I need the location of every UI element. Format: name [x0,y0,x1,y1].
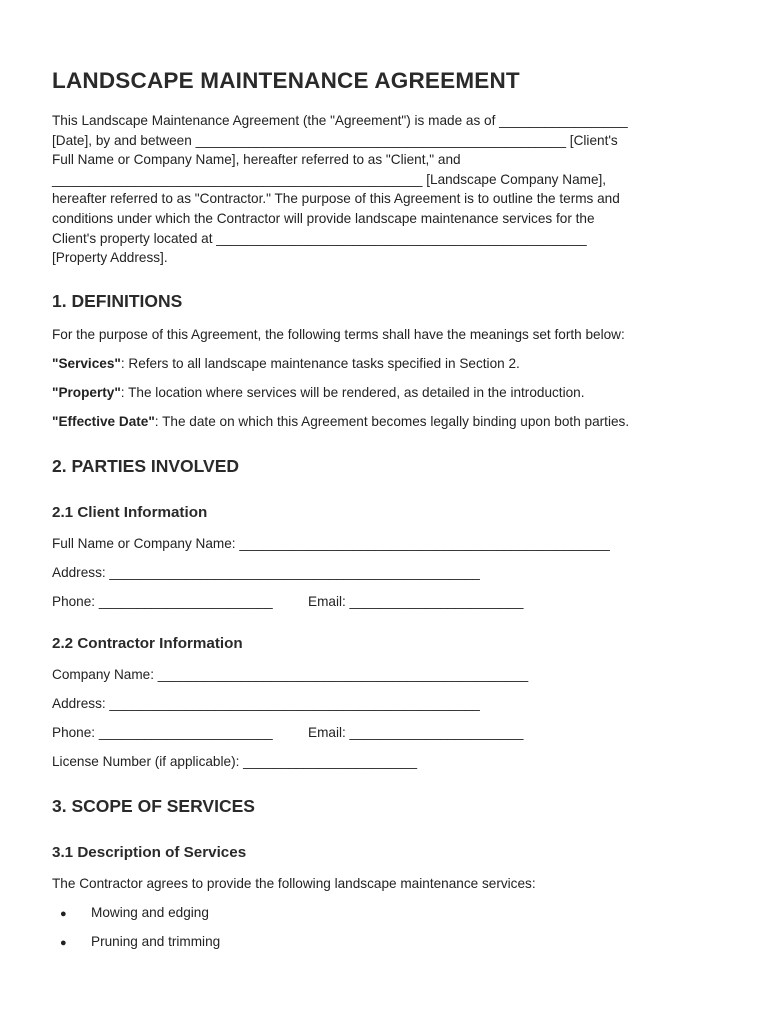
bullet-icon: ● [60,908,67,920]
contractor-info-heading: 2.2 Contractor Information [52,635,243,652]
definition-text: : The location where services will be rendered, as detailed in the introduction. [120,385,585,400]
bullet-icon: ● [60,937,67,949]
definition-term: "Services" [52,356,121,371]
intro-line: [Property Address]. [52,250,168,266]
client-info-heading: 2.1 Client Information [52,504,208,521]
document-title: LANDSCAPE MAINTENANCE AGREEMENT [52,68,520,93]
definitions-lead: For the purpose of this Agreement, the following terms shall have the meanings set forth below: [52,327,625,342]
client-name-field: Full Name or Company Name: _________________________________________________ [52,536,610,551]
scope-description-heading: 3.1 Description of Services [52,844,247,861]
scope-heading: 3. SCOPE OF SERVICES [52,796,255,816]
definition-term: "Property" [52,385,121,400]
definition-text: : Refers to all landscape maintenance tasks specified in Section 2. [120,356,520,371]
definition-text: : The date on which this Agreement becomes legally binding upon both parties. [154,414,630,429]
contractor-license-field: License Number (if applicable): _______________________ [52,754,418,769]
definition-term: "Effective Date" [52,414,155,429]
intro-line: Client's property located at _________________________________________________ [52,230,587,246]
intro-line: This Landscape Maintenance Agreement (the "Agreement") is made as of _________________ [52,113,628,128]
contractor-name-field: Company Name: _________________________________________________ [52,667,529,682]
intro-paragraph [52,111,712,268]
definition-services [52,356,520,371]
contractor-phone-field: Phone: _______________________ [52,725,273,740]
intro-line: _________________________________________________ [Landscape Company Name], [52,171,607,187]
client-email-field: Email: _______________________ [308,594,524,609]
definitions-heading: 1. DEFINITIONS [52,291,183,311]
scope-lead: The Contractor agrees to provide the following landscape maintenance services: [52,876,536,891]
contractor-email-field: Email: _______________________ [308,725,524,740]
intro-line: conditions under which the Contractor will provide landscape maintenance services for the [52,210,595,226]
contractor-address-field: Address: _________________________________________________ [52,696,480,711]
client-phone-field: Phone: _______________________ [52,594,273,609]
list-item: Pruning and trimming [91,934,221,949]
list-item: Mowing and edging [91,905,209,920]
definition-effective-date [52,414,629,429]
parties-heading: 2. PARTIES INVOLVED [52,456,240,476]
intro-line: [Date], by and between _________________________________________________ [Client's [52,132,618,148]
definition-property [52,385,585,400]
intro-line: hereafter referred to as "Contractor." The purpose of this Agreement is to outline the terms and [52,191,620,207]
client-address-field: Address: _________________________________________________ [52,565,480,580]
intro-line: Full Name or Company Name], hereafter referred to as "Client," and [52,152,461,168]
